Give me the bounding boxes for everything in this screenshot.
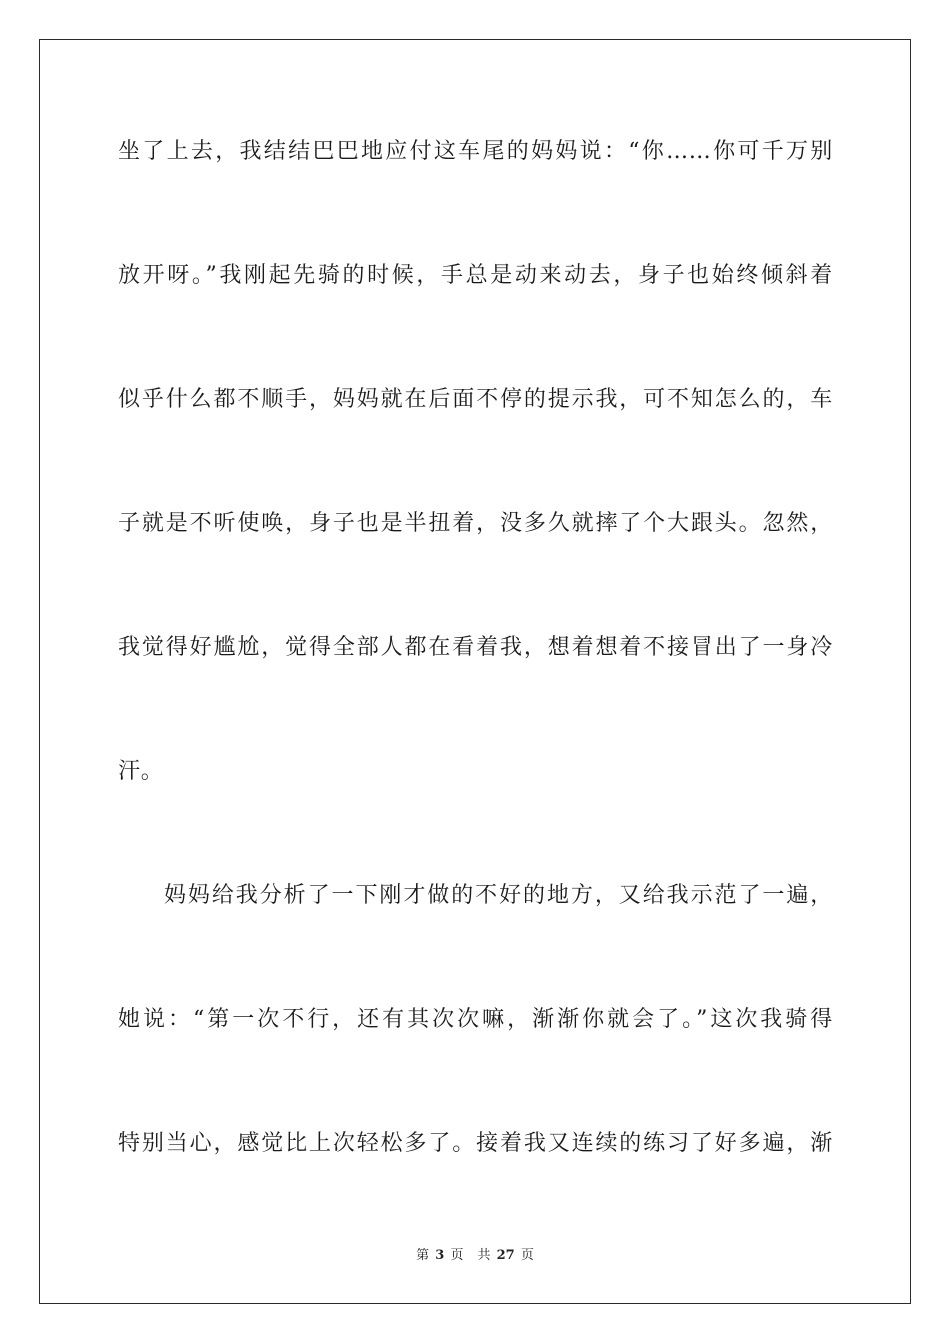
text-line: 放开呀。”我刚起先骑的时候，手总是动来动去，身子也始终倾斜着: [118, 263, 833, 288]
total-prefix: 共: [477, 1248, 491, 1263]
page-prefix: 第: [416, 1248, 430, 1263]
text-line: 我觉得好尴尬，觉得全部人都在看着我，想着想着不接冒出了一身冷: [118, 635, 833, 660]
text-line: 似乎什么都不顺手，妈妈就在后面不停的提示我，可不知怎么的，车: [118, 387, 833, 412]
text-line: 妈妈给我分析了一下刚才做的不好的地方，又给我示范了一遍，: [164, 883, 833, 908]
page-footer: [0, 1248, 950, 1264]
text-line: 坐了上去，我结结巴巴地应付这车尾的妈妈说：“你……你可千万别: [118, 139, 833, 164]
page-border: [39, 39, 911, 1304]
current-page: 3: [435, 1248, 445, 1263]
text-line: 她说：“第一次不行，还有其次次嘛，渐渐你就会了。”这次我骑得: [118, 1007, 833, 1032]
page-total: [477, 1248, 533, 1263]
total-pages: 27: [496, 1248, 515, 1263]
page-suffix: 页: [450, 1248, 464, 1263]
text-line: 子就是不听使唤，身子也是半扭着，没多久就摔了个大跟头。忽然，: [118, 511, 833, 536]
page-number: [416, 1248, 463, 1263]
total-suffix: 页: [520, 1248, 534, 1263]
text-line: 特别当心，感觉比上次轻松多了。接着我又连续的练习了好多遍，渐: [118, 1131, 833, 1156]
text-line: 汗。: [118, 759, 164, 784]
